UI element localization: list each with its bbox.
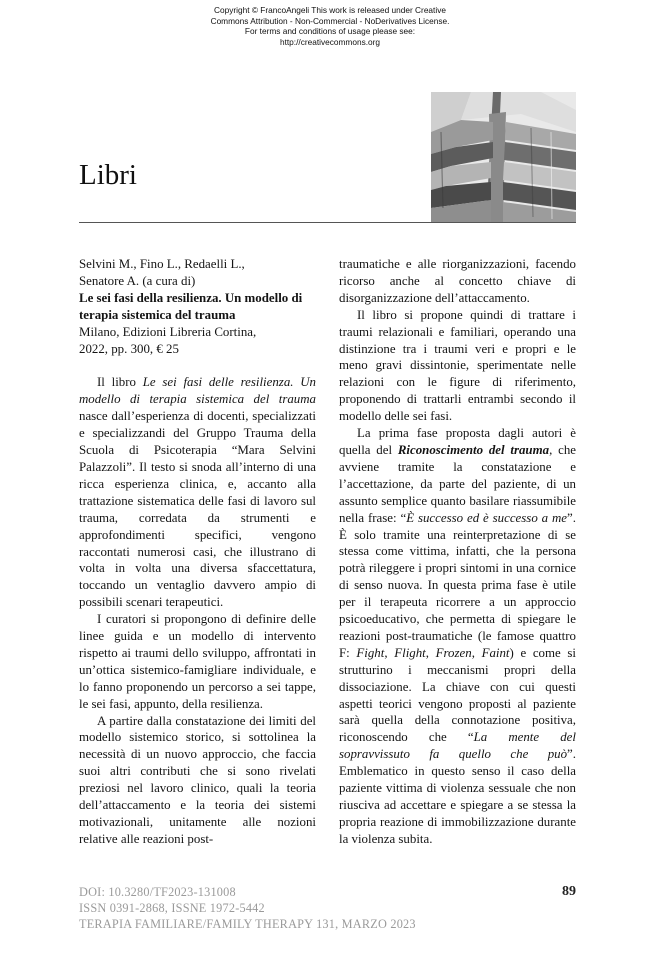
book-authors-line2: Senatore A. (a cura di) <box>79 273 196 288</box>
review-paragraph-3: A partire dalla constatazione dei limiti del modello sistemico storico, si sottolinea la necessità di un nuovo approccio, che faccia suoi altri contributi che si sono rivelati preziosi nel lavoro clinico, quali la teoria dell’attaccamento e la teoria dei sistemi motivazionali, unitamente alle nozioni relative alle reazioni post- <box>79 713 316 846</box>
section-title: Libri <box>79 159 137 191</box>
review-paragraph-1: Il libro Le sei fasi delle resilienza. Un modello di terapia sistemica del trauma nasce dall’esperienza di docenti, specializzati e specializzandi del Gruppo Trauma della Scuola di Psicoterapia “Mara Selvini Palazzoli”. Il testo si snoda all’interno di una ricca esperienza clinica, e, accanto alla trattazione sistematica delle fasi di lavoro sul trauma, corredata da strumenti e approfondimenti specifici, vengono raccontati numerosi casi, che illustrano di volta in volta una diversa sfaccettatura, toccando un ventaglio davvero ampio di possibili scenari terapeutici. <box>79 375 316 610</box>
review-paragraph-5: La prima fase proposta dagli autori è quella del Riconoscimento del trauma, che avviene tramite la constatazione e l’accettazione, da parte del paziente, di un assunto semplice quanto basilare riassumibile nella frase: “È successo ed è successo a me”. È solo tramite una reinterpretazione di se stessa come vittima, infatti, che la persona potrà rileggere i propri sintomi in una cornice di senso nuova. In questa prima fase è utile per il terapeuta ricorrere a un approccio psicoeducativo, che permetta di spiegare le reazioni post-traumatiche (le famose quattro F: Fight, Flight, Frozen, Faint) e come si strutturino i meccanismi propri della dissociazione. La chiave con cui questi aspetti teorici vengono proposti al paziente sarà quella della connotazione positiva, riconoscendo che “La mente del sopravvissuto fa quello che può”. Emblematico in questo senso il caso della paziente vittima di violenza sessuale che non riusciva ad accettare e spiegare a se stessa la propria reazione di immobilizzazione durante la violenza subita. <box>339 426 577 846</box>
bibliographic-reference <box>79 256 316 357</box>
page-footer <box>79 885 416 932</box>
license-line: http://creativecommons.org <box>279 37 381 48</box>
left-column <box>79 256 316 848</box>
book-authors-line1: Selvini M., Fino L., Redaelli L., <box>79 257 245 271</box>
book-details: 2022, pp. 300, € 25 <box>79 341 179 356</box>
footer-doi: DOI: 10.3280/TF2023-131008 <box>79 885 236 899</box>
footer-issn: ISSN 0391-2868, ISSNE 1972-5442 <box>79 900 265 915</box>
license-line: Commons Attribution - Non-Commercial - NoDerivatives License. <box>210 15 450 26</box>
right-column <box>339 256 576 848</box>
review-paragraph-4: Il libro si propone quindi di trattare i traumi relazionali e familiari, operando una distinzione tra i traumi veri e propri e le meno gravi dissintonie, sperimentate nelle relazioni con le figure di riferimento, proponendo di trattarli entrambi secondo il modello delle sei fasi. <box>339 307 576 424</box>
license-line: Copyright © FrancoAngeli This work is released under Creative <box>214 5 446 15</box>
page-number: 89 <box>562 884 576 899</box>
title-divider <box>79 222 576 223</box>
license-notice <box>195 5 465 48</box>
footer-journal: TERAPIA FAMILIARE/FAMILY THERAPY 131, MARZO 2023 <box>79 916 416 931</box>
books-photo <box>431 92 576 222</box>
book-publisher: Milano, Edizioni Libreria Cortina, <box>79 324 257 339</box>
review-paragraph-2: I curatori si propongono di definire delle linee guida e un modello di intervento rispetto ai traumi dello sviluppo, affrontati in un’ottica sistemico-famigliare individuale, e lo fanno proponendo un percorso a sei tappe, le sei fasi, appunto, della resilienza. <box>79 612 316 711</box>
book-title: Le sei fasi della resilienza. Un modello di terapia sistemica del trauma <box>79 290 303 322</box>
license-line: For terms and conditions of usage please see: <box>244 26 416 37</box>
review-paragraph-3-cont: traumatiche e alle riorganizzazioni, facendo ricorso anche al concetto chiave di disorganizzazione dell’attaccamento. <box>339 257 576 305</box>
